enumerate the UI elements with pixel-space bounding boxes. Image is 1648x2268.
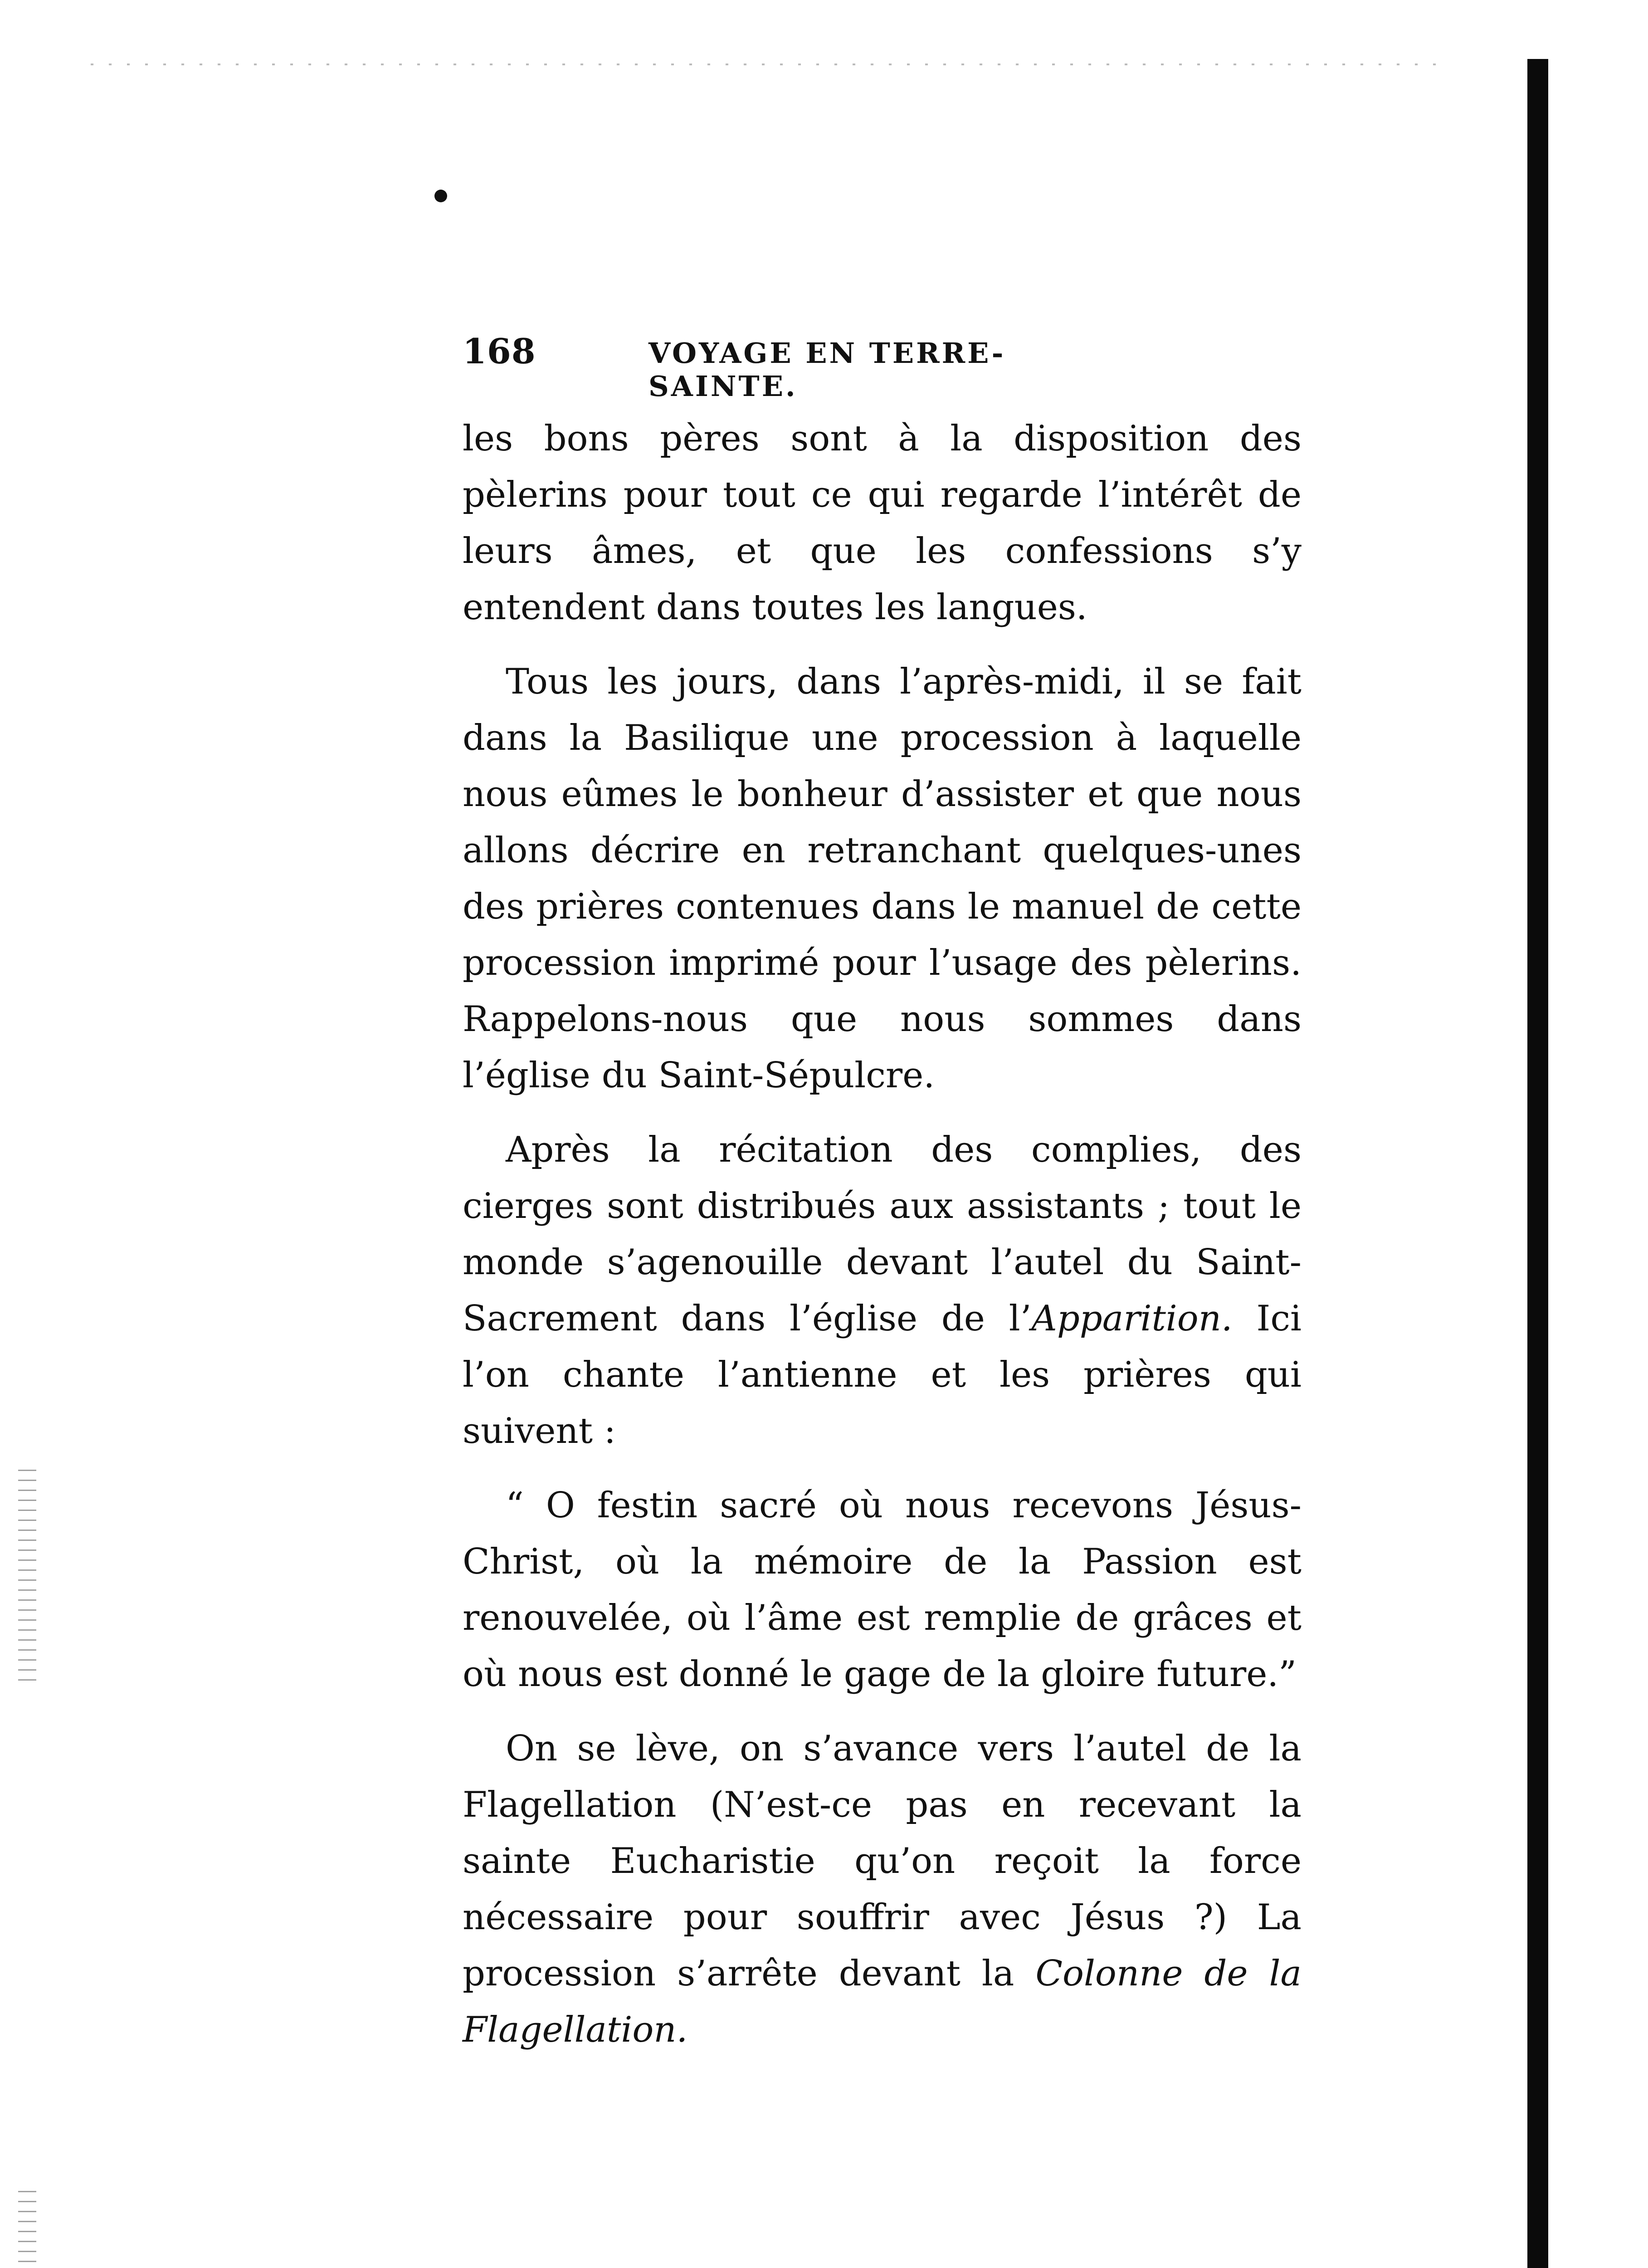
quotation-paragraph: “ O festin sacré où nous recevons Jésus-Christ, où la mémoire de la Passion est renouvelée, où l’âme est remplie de grâces et où nous est donné le gage de la gloire future.” xyxy=(463,1485,1302,1695)
paragraph xyxy=(463,1721,1302,2058)
paragraph: Tous les jours, dans l’après-midi, il se fait dans la Basilique une procession à laquelle nous eûmes le bonheur d’assister et que nous allons décrire en retranchant quelques-unes des prières contenues dans le manuel de cette procession imprimé pour l’usage des pèlerins. Rappelons-nous que nous sommes dans l’église du Saint-Sépulcre. xyxy=(463,661,1302,1096)
scan-right-margin-shadow xyxy=(1527,59,1548,2268)
italic-term: Colonne de la Flagellation. xyxy=(463,1953,1302,2050)
page-number: 168 xyxy=(463,331,536,371)
scan-left-specks xyxy=(18,1470,36,1687)
paragraph-text: Ici l’on chante l’antienne et les prières qui suivent : xyxy=(463,1298,1302,1452)
scan-left-specks xyxy=(18,2191,36,2268)
scan-top-edge xyxy=(91,64,1451,65)
italic-term: Apparition. xyxy=(1031,1298,1233,1339)
running-title: VOYAGE EN TERRE-SAINTE. xyxy=(648,337,1006,403)
paragraph-text: Après la récitation des complies, des cierges sont distribués aux assistants ; tout le monde s’agenouille devant l’autel du Saint-Sacrement dans l’église de l’ xyxy=(463,1129,1302,1339)
ink-spot xyxy=(434,190,447,202)
paragraph: les bons pères sont à la disposition des pèlerins pour tout ce qui regarde l’intérêt de leurs âmes, et que les confessions s’y entendent dans toutes les langues. xyxy=(463,418,1302,628)
body-text xyxy=(463,411,1302,2058)
paragraph-text: On se lève, on s’avance vers l’autel de la Flagellation (N’est-ce pas en recevant la sainte Eucharistie qu’on reçoit la force nécessaire pour souffrir avec Jésus ?) La procession s’arrête devant la xyxy=(463,1728,1302,1994)
running-head xyxy=(463,331,1134,403)
paragraph xyxy=(463,1122,1302,1459)
